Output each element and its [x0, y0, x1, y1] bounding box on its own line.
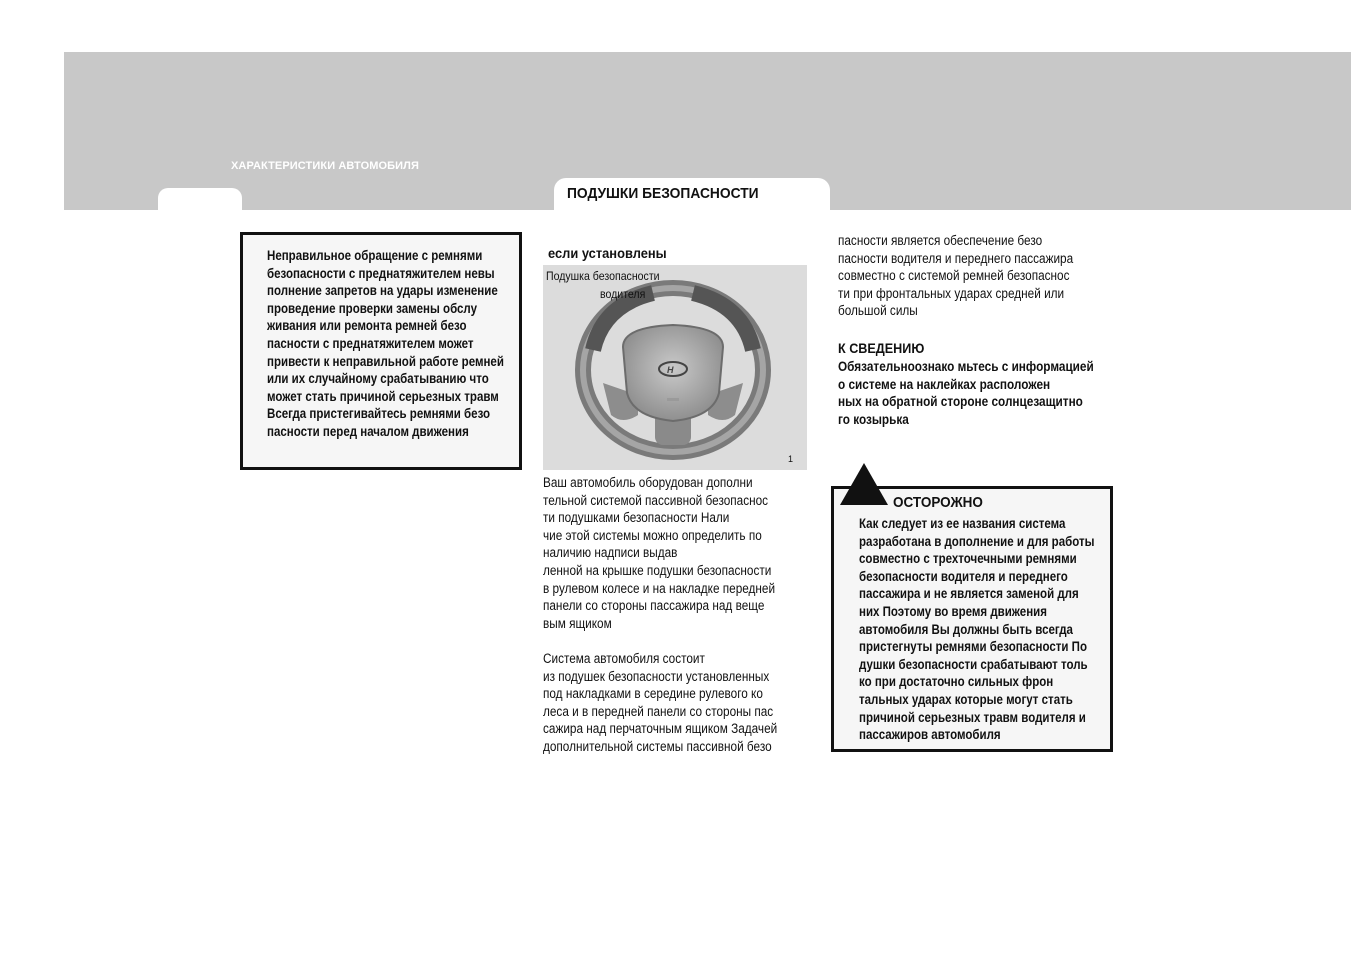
text-line: леса и в передней панели со стороны пас — [543, 703, 774, 719]
warning-triangle-icon — [840, 463, 888, 505]
text-line: ных на обратной стороне солнцезащитно — [838, 394, 1083, 410]
text-line: панели со стороны пассажира над веще — [543, 598, 765, 614]
seatbelt-warning-text — [267, 247, 542, 441]
text-line: живания или ремонта ремней безо — [267, 318, 467, 334]
text-line: ленной на крышке подушки безопасности — [543, 562, 772, 578]
caution-text — [859, 515, 1133, 744]
svg-text:H: H — [667, 365, 674, 375]
caution-title: ОСТОРОЖНО — [893, 494, 983, 511]
text-line: Обязательноознако мьтесь с информацией — [838, 359, 1094, 374]
text-line: пасности водителя и переднего пассажира — [838, 250, 1074, 266]
text-line: пасности с преднатяжителем может — [267, 335, 474, 351]
text-line: или их случайному срабатыванию что — [267, 371, 489, 387]
text-line: душки безопасности срабатывают толь — [859, 656, 1088, 672]
text-line: Неправильное обращение с ремнями — [267, 248, 483, 263]
text-line: ти при фронтальных ударах средней или — [838, 285, 1065, 301]
page-title: ПОДУШКИ БЕЗОПАСНОСТИ — [567, 185, 759, 202]
text-line: Всегда пристегивайтесь ремнями безо — [267, 406, 491, 422]
text-line: безопасности с преднатяжителем невы — [267, 265, 495, 281]
text-line: тальных ударах которые могут стать — [859, 691, 1073, 707]
figure-label: Подушка безопасности — [546, 269, 660, 283]
text-line: сажира над перчаточным ящиком Задачей — [543, 721, 778, 737]
text-line: совместно с трехточечными ремнями — [859, 551, 1077, 567]
info-heading: К СВЕДЕНИЮ — [838, 340, 925, 356]
subheading: если установлены — [548, 245, 667, 261]
text-line: привести к неправильной работе ремней — [267, 353, 504, 369]
text-line: безопасности водителя и переднего — [859, 568, 1068, 584]
text-line: пасности является обеспечение безо — [838, 233, 1043, 248]
text-line: дополнительной системы пассивной безо — [543, 738, 772, 754]
info-text — [838, 358, 1129, 428]
text-line: автомобиля Вы должны быть всегда — [859, 621, 1073, 637]
text-line: Ваш автомобиль оборудован дополни — [543, 475, 753, 490]
text-line: го козырька — [838, 411, 909, 427]
text-line: тельной системой пассивной безопаснос — [543, 492, 769, 508]
text-line: совместно с системой ремней безопаснос — [838, 268, 1070, 284]
figure-label: водителя — [600, 287, 646, 301]
text-line: чие этой системы можно определить по — [543, 527, 762, 543]
text-line: о системе на наклейках расположен — [838, 376, 1051, 392]
figure-number: 1 — [787, 454, 793, 464]
text-line: из подушек безопасности установленных — [543, 668, 770, 684]
text-line: пассажира и не является заменой для — [859, 586, 1079, 602]
text-line: большой силы — [838, 303, 918, 319]
text-line: причиной серьезных травм водителя и — [859, 709, 1086, 725]
section-label: ХАРАКТЕРИСТИКИ АВТОМОБИЛЯ — [231, 160, 419, 172]
page-number-tab — [158, 188, 242, 218]
text-line: вым ящиком — [543, 615, 612, 631]
text-line: них Поэтому во время движения — [859, 603, 1047, 619]
seatbelt-warning-box — [240, 232, 522, 470]
text-line: наличию надписи выдав — [543, 545, 678, 561]
caution-box — [831, 486, 1113, 752]
text-line: пристегнуты ремнями безопасности По — [859, 639, 1088, 655]
steering-wheel-image — [543, 265, 807, 470]
text-line: полнение запретов на удары изменение — [267, 283, 498, 299]
continuation-paragraph — [838, 232, 1138, 320]
text-line: пасности перед началом движения — [267, 423, 469, 439]
text-line: проведение проверки замены обслу — [267, 300, 478, 316]
text-line: Система автомобиля состоит — [543, 650, 705, 666]
text-line: Как следует из ее названия система — [859, 516, 1066, 531]
paragraph-gap — [543, 632, 807, 650]
text-line: пассажиров автомобиля — [859, 727, 1001, 743]
text-line: может стать причиной серьезных травм — [267, 388, 499, 404]
text-line: под накладками в середине рулевого ко — [543, 686, 763, 702]
text-line: ти подушками безопасности Нали — [543, 510, 730, 526]
text-line: в рулевом колесе и на накладке передней — [543, 580, 776, 596]
steering-wheel-figure — [543, 265, 807, 470]
main-paragraphs — [543, 474, 843, 756]
text-line: ко при достаточно сильных фрон — [859, 674, 1054, 690]
text-line: разработана в дополнение и для работы — [859, 533, 1095, 549]
